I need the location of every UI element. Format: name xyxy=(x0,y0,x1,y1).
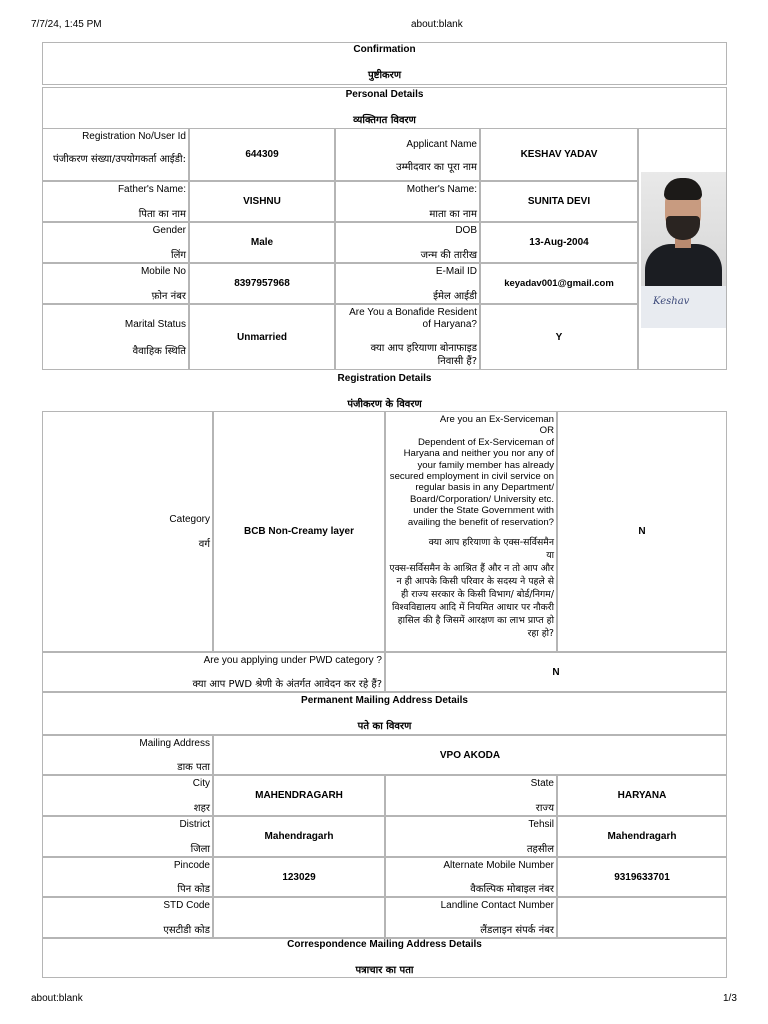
mother-name-label: Mother's Name: माता का नाम xyxy=(335,181,480,222)
resident-value: Y xyxy=(480,304,638,370)
applicant-name-label: Applicant Name उम्मीदवार का पूरा नाम xyxy=(335,128,480,181)
std-code-value xyxy=(213,897,385,938)
registration-title-hi: पंजीकरण के विवरण xyxy=(347,399,422,410)
permanent-title-en: Permanent Mailing Address Details xyxy=(301,695,468,706)
state-value: HARYANA xyxy=(557,775,727,816)
district-value: Mahendragarh xyxy=(213,816,385,857)
pincode-value: 123029 xyxy=(213,857,385,897)
tehsil-value: Mahendragarh xyxy=(557,816,727,857)
mother-name-value: SUNITA DEVI xyxy=(480,181,638,222)
permanent-title-hi: पते का विवरण xyxy=(357,721,412,732)
mailing-address-label: Mailing Address डाक पता xyxy=(42,735,213,775)
gender-label: Gender लिंग xyxy=(42,222,189,263)
tehsil-label: Tehsil तहसील xyxy=(385,816,557,857)
email-value: keyadav001@gmail.com xyxy=(480,263,638,304)
pincode-label: Pincode पिन कोड xyxy=(42,857,213,897)
father-name-label: Father's Name: पिता का नाम xyxy=(42,181,189,222)
ex-serviceman-question: Are you an Ex-Serviceman OR Dependent of Ex-Serviceman of Haryana and neither you nor any of your family member has already secured employment in civil service on regular basis in any Department/ Board/Corporation/ University etc. under the State Government with availing the benefit of reservation? क्या आप हरियाणा के एक्स-सर्विसमैन या एक्स-सर्विसमैन के आश्रित हैं और न तो आप और न ही आपके किसी परिवार के सदस्य ने पहले से ही राज्य सरकार के किसी विभाग/ बोर्ड/निगम/विश्वविद्यालय आदि में नियमित आधार पर नौकरी हासिल की है जिसमें आरक्षण का लाभ प्राप्त हो रहा हो? xyxy=(385,411,557,652)
registration-no-label: Registration No/User Id पंजीकरण संख्या/उपयोगकर्ता आईडी: xyxy=(42,128,189,181)
correspondence-title-hi: पत्राचार का पता xyxy=(355,965,414,976)
std-code-label: STD Code एसटीडी कोड xyxy=(42,897,213,938)
correspondence-title-en: Correspondence Mailing Address Details xyxy=(287,939,482,950)
personal-title-en: Personal Details xyxy=(345,89,424,100)
email-label: E-Mail ID ईमेल आईडी xyxy=(335,263,480,304)
alternate-mobile-value: 9319633701 xyxy=(557,857,727,897)
marital-status-value: Unmarried xyxy=(189,304,335,370)
district-label: District जिला xyxy=(42,816,213,857)
alternate-mobile-label: Alternate Mobile Number वैकल्पिक मोबाइल नंबर xyxy=(385,857,557,897)
confirmation-title-en: Confirmation xyxy=(353,44,416,55)
photo-signature: Keshav xyxy=(653,296,690,307)
city-label: City शहर xyxy=(42,775,213,816)
registration-title-en: Registration Details xyxy=(337,373,432,384)
print-url: about:blank xyxy=(411,19,463,30)
mobile-value: 8397957968 xyxy=(189,263,335,304)
mailing-address-value: VPO AKODA xyxy=(213,735,727,775)
ex-serviceman-value: N xyxy=(557,411,727,652)
category-label: Category वर्ग xyxy=(42,411,213,652)
personal-title-hi: व्यक्तिगत विवरण xyxy=(353,115,416,126)
applicant-name-value: KESHAV YADAV xyxy=(480,128,638,181)
gender-value: Male xyxy=(189,222,335,263)
pwd-value: N xyxy=(385,652,727,692)
correspondence-address-heading xyxy=(42,939,727,976)
personal-details-heading xyxy=(42,89,727,126)
mobile-label: Mobile No फ़ोन नंबर xyxy=(42,263,189,304)
dob-label: DOB जन्म की तारीख xyxy=(335,222,480,263)
dob-value: 13-Aug-2004 xyxy=(480,222,638,263)
landline-value xyxy=(557,897,727,938)
registration-details-heading xyxy=(42,373,727,410)
city-value: MAHENDRAGARH xyxy=(213,775,385,816)
registration-no-value: 644309 xyxy=(189,128,335,181)
print-datetime: 7/7/24, 1:45 PM xyxy=(31,19,102,30)
state-label: State राज्य xyxy=(385,775,557,816)
category-value: BCB Non-Creamy layer xyxy=(213,411,385,652)
permanent-address-heading xyxy=(42,695,727,732)
marital-status-label: Marital Status वैवाहिक स्थिति xyxy=(42,304,189,370)
footer-page-number: 1/3 xyxy=(723,993,737,1004)
father-name-value: VISHNU xyxy=(189,181,335,222)
applicant-photo xyxy=(641,172,726,328)
confirmation-title-hi: पुष्टीकरण xyxy=(367,70,402,81)
resident-label: Are You a Bonafide Resident of Haryana? क्या आप हरियाणा बोनाफाइड निवासी हैं? xyxy=(335,304,480,370)
pwd-label: Are you applying under PWD category ? क्या आप PWD श्रेणी के अंतर्गत आवेदन कर रहे हैं? xyxy=(42,652,385,692)
footer-url: about:blank xyxy=(31,993,83,1004)
landline-label: Landline Contact Number लैंडलाइन संपर्क नंबर xyxy=(385,897,557,938)
confirmation-heading xyxy=(42,44,727,81)
